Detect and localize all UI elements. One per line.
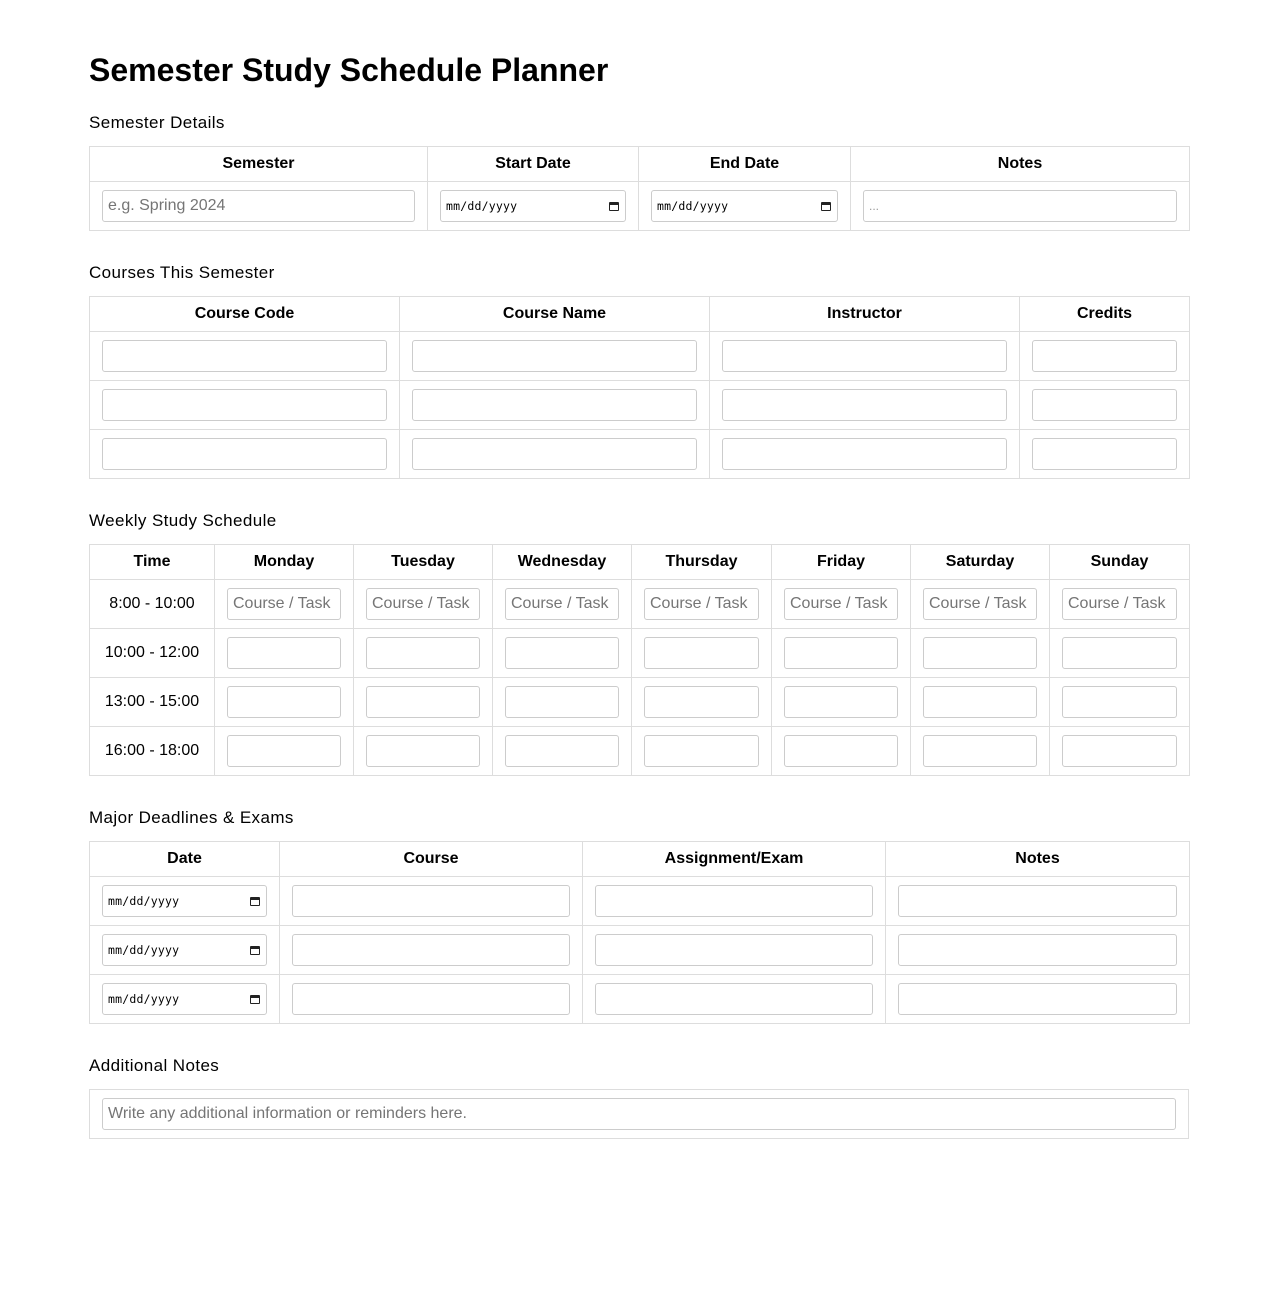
schedule-slot-sunday[interactable] (1062, 637, 1177, 669)
header-course-name: Course Name (400, 297, 710, 332)
credits-input[interactable] (1032, 438, 1177, 470)
course-row (90, 430, 1190, 479)
schedule-slot-thursday[interactable] (644, 735, 759, 767)
credits-input[interactable] (1032, 340, 1177, 372)
end-date-value: mm/dd/yyyy (657, 199, 729, 213)
schedule-row (90, 678, 1190, 727)
header-semester: Semester (90, 147, 428, 182)
header-assignment-exam: Assignment/Exam (583, 842, 886, 877)
course-code-input[interactable] (102, 438, 387, 470)
time-slot-label: 8:00 - 10:00 (90, 580, 215, 629)
deadline-notes-input[interactable] (898, 885, 1177, 917)
instructor-input[interactable] (722, 438, 1007, 470)
schedule-row (90, 629, 1190, 678)
course-name-input[interactable] (412, 340, 697, 372)
header-monday: Monday (215, 545, 354, 580)
schedule-slot-friday[interactable] (784, 588, 898, 620)
course-row (90, 332, 1190, 381)
course-code-input[interactable] (102, 340, 387, 372)
schedule-slot-wednesday[interactable] (505, 637, 619, 669)
time-slot-label: 13:00 - 15:00 (90, 678, 215, 727)
header-end-date: End Date (639, 147, 851, 182)
header-date: Date (90, 842, 280, 877)
header-start-date: Start Date (428, 147, 639, 182)
schedule-slot-friday[interactable] (784, 637, 898, 669)
deadline-notes-input[interactable] (898, 934, 1177, 966)
calendar-icon[interactable] (821, 202, 831, 211)
header-sunday: Sunday (1050, 545, 1190, 580)
calendar-icon[interactable] (609, 202, 619, 211)
deadlines-table (89, 841, 1190, 1024)
credits-input[interactable] (1032, 389, 1177, 421)
additional-notes-input[interactable] (102, 1098, 1176, 1130)
schedule-row (90, 580, 1190, 629)
deadline-date-input[interactable] (102, 885, 267, 917)
schedule-slot-saturday[interactable] (923, 637, 1037, 669)
calendar-icon[interactable] (250, 995, 260, 1004)
deadline-assignment-input[interactable] (595, 885, 873, 917)
schedule-slot-thursday[interactable] (644, 686, 759, 718)
schedule-slot-tuesday[interactable] (366, 735, 480, 767)
semester-details-table (89, 146, 1190, 231)
deadline-date-input[interactable] (102, 983, 267, 1015)
schedule-slot-friday[interactable] (784, 686, 898, 718)
section-title-courses: Courses This Semester (89, 263, 275, 282)
instructor-input[interactable] (722, 340, 1007, 372)
header-saturday: Saturday (911, 545, 1050, 580)
section-title-deadlines: Major Deadlines & Exams (89, 808, 294, 827)
course-code-input[interactable] (102, 389, 387, 421)
schedule-slot-saturday[interactable] (923, 735, 1037, 767)
header-instructor: Instructor (710, 297, 1020, 332)
schedule-slot-monday[interactable] (227, 637, 341, 669)
deadline-notes-input[interactable] (898, 983, 1177, 1015)
course-name-input[interactable] (412, 389, 697, 421)
deadline-row (90, 975, 1190, 1024)
instructor-input[interactable] (722, 389, 1007, 421)
schedule-slot-tuesday[interactable] (366, 588, 480, 620)
additional-notes-table (89, 1089, 1189, 1139)
schedule-slot-tuesday[interactable] (366, 637, 480, 669)
schedule-slot-wednesday[interactable] (505, 686, 619, 718)
header-course: Course (280, 842, 583, 877)
deadline-date-value: mm/dd/yyyy (108, 894, 180, 908)
schedule-slot-monday[interactable] (227, 588, 341, 620)
semester-input[interactable] (102, 190, 415, 222)
end-date-input[interactable] (651, 190, 838, 222)
start-date-value: mm/dd/yyyy (446, 199, 518, 213)
deadline-course-input[interactable] (292, 885, 570, 917)
time-slot-label: 16:00 - 18:00 (90, 727, 215, 776)
header-deadline-notes: Notes (886, 842, 1190, 877)
deadline-assignment-input[interactable] (595, 983, 873, 1015)
weekly-schedule-table (89, 544, 1190, 776)
course-name-input[interactable] (412, 438, 697, 470)
header-course-code: Course Code (90, 297, 400, 332)
time-slot-label: 10:00 - 12:00 (90, 629, 215, 678)
schedule-slot-sunday[interactable] (1062, 588, 1177, 620)
header-wednesday: Wednesday (493, 545, 632, 580)
header-friday: Friday (772, 545, 911, 580)
page-title: Semester Study Schedule Planner (89, 52, 609, 88)
schedule-slot-monday[interactable] (227, 735, 341, 767)
schedule-row (90, 727, 1190, 776)
schedule-slot-wednesday[interactable] (505, 588, 619, 620)
deadline-course-input[interactable] (292, 934, 570, 966)
deadline-date-value: mm/dd/yyyy (108, 943, 180, 957)
course-row (90, 381, 1190, 430)
header-time: Time (90, 545, 215, 580)
semester-notes-input[interactable] (863, 190, 1177, 222)
deadline-row (90, 926, 1190, 975)
deadline-row (90, 877, 1190, 926)
schedule-slot-wednesday[interactable] (505, 735, 619, 767)
calendar-icon[interactable] (250, 897, 260, 906)
deadline-assignment-input[interactable] (595, 934, 873, 966)
deadline-course-input[interactable] (292, 983, 570, 1015)
header-notes: Notes (851, 147, 1190, 182)
calendar-icon[interactable] (250, 946, 260, 955)
schedule-slot-saturday[interactable] (923, 588, 1037, 620)
schedule-slot-monday[interactable] (227, 686, 341, 718)
schedule-slot-sunday[interactable] (1062, 735, 1177, 767)
deadline-date-value: mm/dd/yyyy (108, 992, 180, 1006)
header-thursday: Thursday (632, 545, 772, 580)
schedule-slot-friday[interactable] (784, 735, 898, 767)
schedule-slot-thursday[interactable] (644, 588, 759, 620)
schedule-slot-saturday[interactable] (923, 686, 1037, 718)
section-title-weekly-schedule: Weekly Study Schedule (89, 511, 277, 530)
schedule-slot-tuesday[interactable] (366, 686, 480, 718)
header-credits: Credits (1020, 297, 1190, 332)
deadline-date-input[interactable] (102, 934, 267, 966)
header-tuesday: Tuesday (354, 545, 493, 580)
section-title-additional-notes: Additional Notes (89, 1056, 220, 1075)
schedule-slot-sunday[interactable] (1062, 686, 1177, 718)
schedule-slot-thursday[interactable] (644, 637, 759, 669)
section-title-semester-details: Semester Details (89, 113, 225, 132)
start-date-input[interactable] (440, 190, 626, 222)
courses-table (89, 296, 1190, 479)
